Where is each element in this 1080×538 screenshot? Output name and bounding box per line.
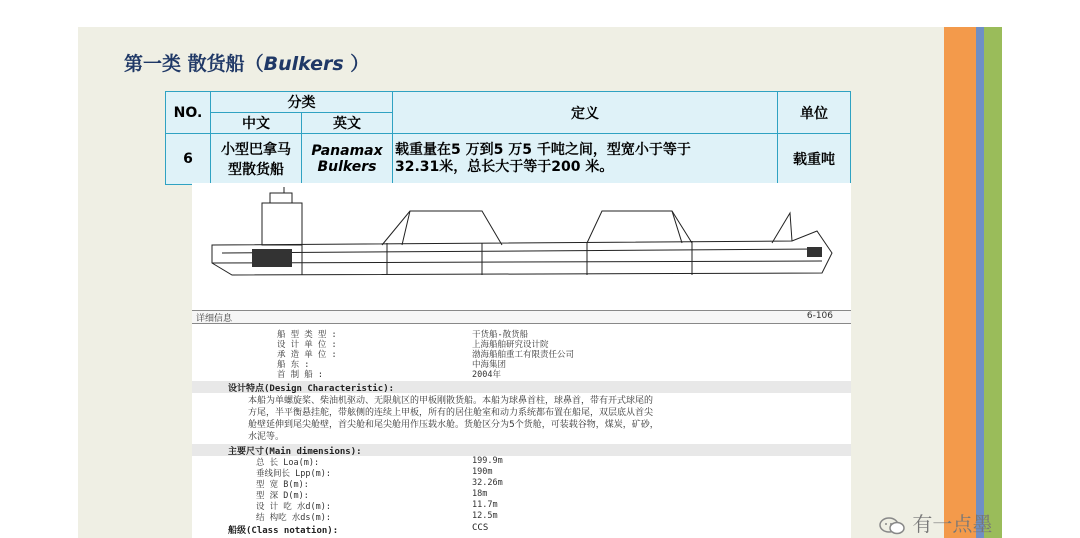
- info-number: 6-106: [806, 311, 833, 321]
- chat-bubble-icon: [878, 515, 906, 537]
- design-line: 舱壁延伸到尾尖舱壁，首尖舱和尾尖舱用作压载水舱。货舱区分为5个货舱，可装载谷物，煤炭，矿砂，: [248, 420, 659, 430]
- title-main: 第一类 散货船（: [124, 53, 264, 75]
- cell-chinese: [211, 134, 302, 185]
- cell-chinese-line2: 型散货船: [228, 162, 284, 178]
- info-label: 详细信息: [196, 314, 233, 324]
- field-key-3: 船 东 :: [277, 360, 310, 370]
- dim-value-3: 18m: [472, 489, 488, 499]
- design-line: 水泥等。: [248, 432, 285, 442]
- field-key-0: 船 型 类 型 :: [277, 330, 337, 340]
- cell-chinese-line1: 小型巴拿马: [221, 142, 291, 158]
- header-unit: 单位: [778, 92, 851, 134]
- ship-profile-drawing: [192, 183, 851, 295]
- dim-key-2: 型 宽 B(m):: [256, 480, 309, 490]
- header-class: 分类: [211, 92, 393, 113]
- page-title: [124, 49, 369, 76]
- design-line: 本船为单螺旋桨、柴油机驱动、无限航区的甲板刚散货船。本船为球鼻首柱，球鼻首，带有开式球尾的: [248, 396, 654, 406]
- field-value-1: 上海船舶研究设计院: [472, 340, 549, 350]
- dim-key-1: 垂线间长 Lpp(m):: [256, 469, 331, 479]
- design-text: [248, 395, 848, 443]
- title-close: ）: [350, 53, 370, 75]
- dim-value-5: 12.5m: [472, 511, 498, 521]
- header-english: 英文: [302, 113, 393, 134]
- class-label: 船级(Class notation):: [228, 526, 339, 536]
- field-value-3: 中海集团: [472, 360, 507, 370]
- ship-document-image: [192, 183, 851, 538]
- header-definition: 定义: [393, 92, 778, 134]
- field-key-1: 设 计 单 位 :: [277, 340, 337, 350]
- field-value-2: 渤海船舶重工有限责任公司: [472, 350, 575, 360]
- field-key-2: 承 造 单 位 :: [277, 350, 337, 360]
- decor-stripe-orange: [944, 27, 976, 538]
- title-english: Bulkers: [263, 53, 344, 75]
- dims-section-title: 主要尺寸(Main dimensions):: [192, 444, 851, 456]
- cell-definition-line2: 32.31米，总长大于等于200 米。: [395, 159, 614, 175]
- dim-value-4: 11.7m: [472, 500, 498, 510]
- watermark-text: 有一点墨: [912, 512, 993, 536]
- cell-unit: 载重吨: [778, 134, 851, 185]
- cell-definition: [393, 134, 778, 185]
- cell-english: [302, 134, 393, 185]
- design-section-title: 设计特点(Design Characteristic):: [192, 381, 851, 393]
- field-value-0: 干货船-散货船: [472, 330, 529, 340]
- field-key-4: 首 制 船 :: [277, 370, 323, 380]
- header-chinese: 中文: [211, 113, 302, 134]
- design-line: 方尾，半平衡悬挂舵，带舷侧的连续上甲板，所有的居住舱室和动力系统都布置在船尾，双层底从首尖: [248, 408, 654, 418]
- class-section-title: [192, 523, 851, 535]
- cell-english-line1: Panamax: [311, 143, 383, 159]
- dim-key-0: 总 长 Loa(m):: [256, 458, 320, 468]
- decor-stripe-green: [984, 27, 1002, 538]
- cell-english-line2: Bulkers: [317, 159, 377, 175]
- header-no: NO.: [166, 92, 211, 134]
- class-value: CCS: [472, 523, 489, 533]
- watermark: [878, 508, 992, 537]
- dim-key-4: 设 计 吃 水d(m):: [256, 502, 331, 512]
- info-bar: [192, 310, 851, 324]
- definition-table: [165, 91, 851, 185]
- field-value-4: 2004年: [472, 370, 501, 380]
- dim-key-3: 型 深 D(m):: [256, 491, 309, 501]
- dim-key-5: 结 构吃 水ds(m):: [256, 513, 331, 523]
- cell-no: 6: [166, 134, 211, 185]
- dim-value-0: 199.9m: [472, 456, 503, 466]
- dim-value-1: 190m: [472, 467, 493, 477]
- decor-stripe-blue: [976, 27, 984, 538]
- dim-value-2: 32.26m: [472, 478, 503, 488]
- cell-definition-line1: 载重量在5 万到5 万5 千吨之间，型宽小于等于: [395, 142, 691, 158]
